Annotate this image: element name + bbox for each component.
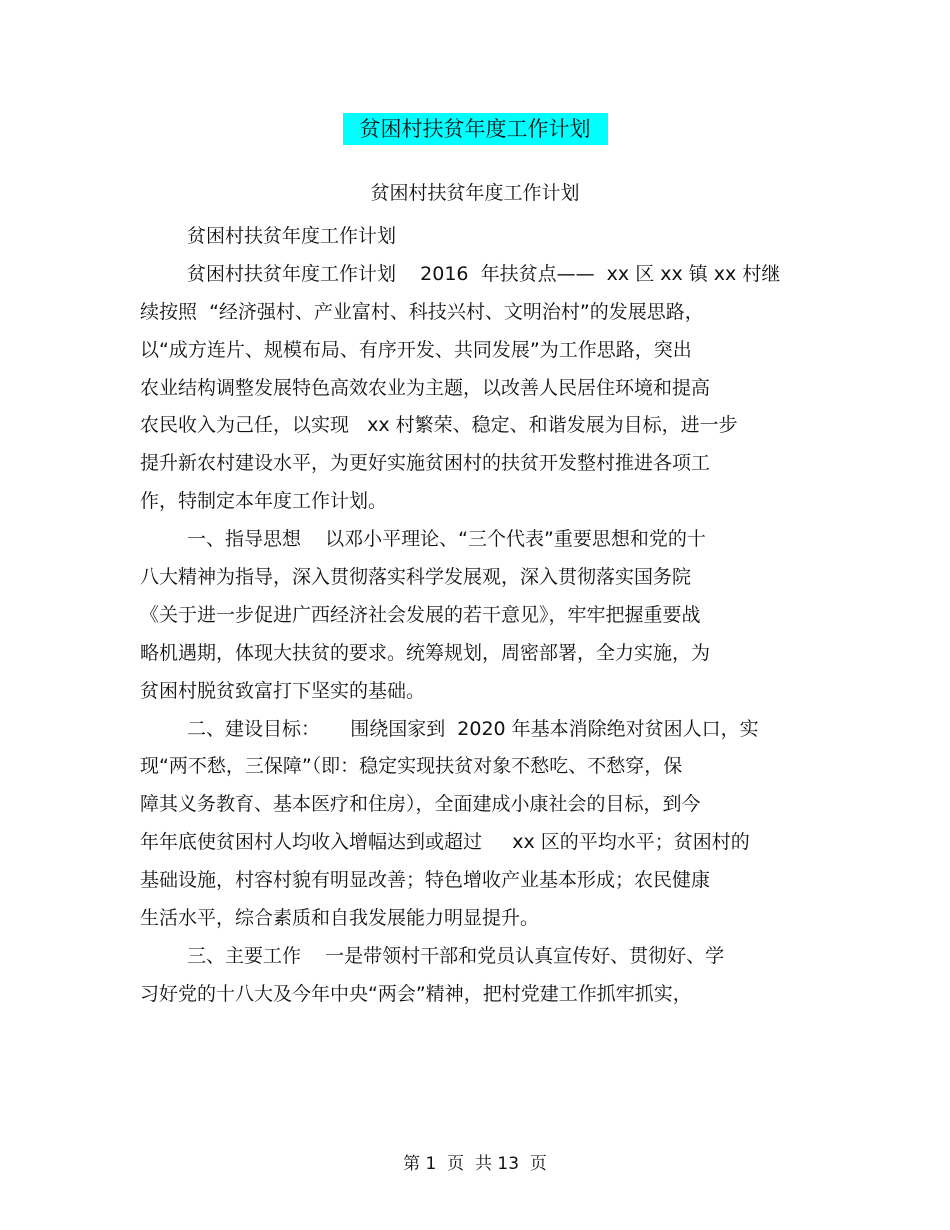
body-line: 基础设施，村容村貌有明显改善；特色增收产业基本形成；农民健康 — [140, 869, 711, 892]
body-line: 贫困村扶贫年度工作计划 2016 年扶贫点—— xx 区 xx 镇 xx 村继 — [187, 262, 781, 285]
document-title: 贫困村扶贫年度工作计划 — [343, 113, 608, 145]
body-line: 现“两不愁，三保障”（即：稳定实现扶贫对象不愁吃、不愁穿，保 — [140, 755, 683, 778]
body-line: 农业结构调整发展特色高效农业为主题，以改善人民居住环境和提高 — [140, 376, 711, 399]
body-line: 三、主要工作 一是带领村干部和党员认真宣传好、贯彻好、学 — [187, 944, 725, 967]
body-line: 续按照 “经济强村、产业富村、科技兴村、文明治村”的发展思路， — [140, 300, 704, 323]
body-line: 略机遇期，体现大扶贫的要求。统筹规划，周密部署，全力实施，为 — [140, 641, 711, 664]
document-body — [140, 218, 830, 1014]
body-line: 提升新农村建设水平，为更好实施贫困村的扶贫开发整村推进各项工 — [140, 452, 711, 475]
body-line: 贫困村扶贫年度工作计划 — [187, 225, 397, 247]
body-line: 二、建设目标： 围绕国家到 2020 年基本消除绝对贫困人口，实 — [187, 717, 759, 740]
body-line: 障其义务教育、基本医疗和住房），全面建成小康社会的目标，到今 — [140, 793, 701, 816]
body-line: 八大精神为指导，深入贯彻落实科学发展观，深入贯彻落实国务院 — [140, 566, 692, 589]
body-line: 作，特制定本年度工作计划。 — [140, 490, 388, 513]
body-line: 贫困村脱贫致富打下坚实的基础。 — [140, 679, 426, 702]
body-line: 一、指导思想 以邓小平理论、“三个代表”重要思想和党的十 — [187, 528, 706, 551]
body-line: 农民收入为己任，以实现 xx 村繁荣、稳定、和谐发展为目标，进一步 — [140, 414, 738, 437]
body-line: 习好党的十八大及今年中央“两会”精神，把村党建工作抓牢抓实， — [140, 982, 692, 1005]
page-footer: 第 1 页 共 13 页 — [403, 1154, 547, 1174]
body-line: 生活水平，综合素质和自我发展能力明显提升。 — [140, 907, 540, 930]
body-line: 以“成方连片、规模布局、有序开发、共同发展”为工作思路，突出 — [140, 338, 692, 361]
body-line: 《关于进一步促进广西经济社会发展的若干意见》，牢牢把握重要战 — [140, 603, 701, 626]
title-container — [0, 113, 950, 145]
body-line: 年年底使贫困村人均收入增幅达到或超过 xx 区的平均水平；贫困村的 — [140, 831, 750, 854]
document-subtitle: 贫困村扶贫年度工作计划 — [370, 182, 580, 204]
